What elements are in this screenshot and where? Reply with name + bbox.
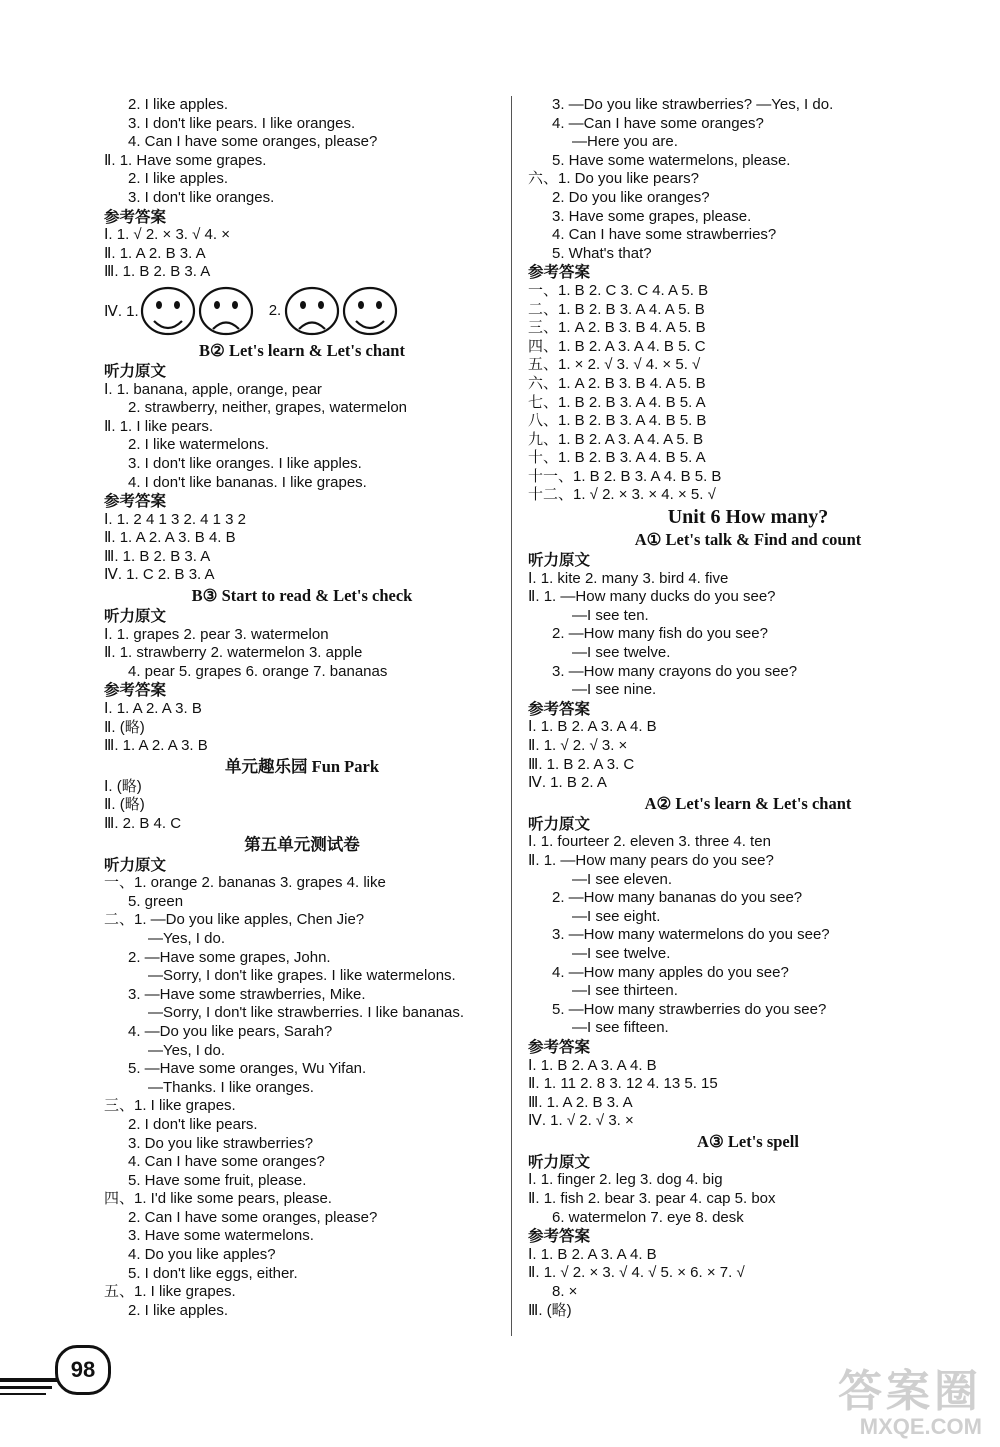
- text-line: 3. I don't like oranges.: [128, 188, 275, 206]
- text-line: 5. What's that?: [552, 244, 652, 262]
- answer-heading: 参考答案: [528, 1227, 591, 1246]
- text-line: 3. Have some watermelons.: [128, 1227, 314, 1245]
- text-line: 4. —How many apples do you see?: [552, 963, 789, 981]
- text-line: 一、1. B 2. C 3. C 4. A 5. B: [528, 281, 709, 299]
- text-line: 3. —How many watermelons do you see?: [552, 926, 830, 944]
- text-line: 2. Can I have some oranges, please?: [128, 1208, 378, 1226]
- text-line: 4. —Can I have some oranges?: [552, 114, 764, 132]
- text-line: 5. —Have some oranges, Wu Yifan.: [128, 1060, 367, 1078]
- text-line: Ⅰ. 1. 2 4 1 3 2. 4 1 3 2: [104, 510, 247, 528]
- text-line: Ⅲ. 1. A 2. B 3. A: [528, 1093, 633, 1111]
- text-line: Ⅳ. 1. √ 2. √ 3. ×: [528, 1112, 634, 1130]
- text-line: 5. —How many strawberries do you see?: [552, 1000, 827, 1018]
- text-line: Ⅱ. 1. A 2. B 3. A: [104, 244, 206, 262]
- text-line: 2. —How many fish do you see?: [552, 625, 768, 643]
- answer-heading: 听力原文: [528, 1152, 591, 1171]
- text-line: —Sorry, I don't like strawberries. I like bananas.: [148, 1004, 465, 1022]
- text-line: 九、1. B 2. A 3. A 4. A 5. B: [528, 430, 704, 448]
- text-line: 2. I like apples.: [128, 96, 229, 113]
- section-title: 第五单元测试卷: [244, 834, 360, 854]
- text-line: 十、1. B 2. B 3. A 4. B 5. A: [528, 449, 706, 467]
- text-line: 4. Do you like apples?: [128, 1246, 276, 1264]
- text-line: Ⅳ. 1. C 2. B 3. A: [104, 566, 215, 584]
- text-line: 2. I like apples.: [128, 170, 229, 188]
- text-line: —I see nine.: [572, 681, 657, 699]
- watermark: [838, 1369, 982, 1439]
- text-line: Ⅰ. 1. √ 2. × 3. √ 4. ×: [104, 226, 230, 244]
- text-line: Ⅰ. (略): [104, 777, 142, 795]
- text-line: —I see twelve.: [572, 644, 671, 662]
- text-line: 3. I don't like pears. I like oranges.: [128, 114, 356, 132]
- footer-bar: [0, 1378, 58, 1382]
- text-line: 五、1. I like grapes.: [104, 1283, 236, 1301]
- text-line: Ⅱ. 1. √ 2. √ 3. ×: [528, 737, 628, 754]
- text-line: 七、1. B 2. B 3. A 4. B 5. A: [528, 393, 706, 411]
- text-line: 5. green: [128, 892, 184, 910]
- text-line: 2. I don't like pears.: [128, 1115, 258, 1133]
- text-line: Ⅱ. 1. I like pears.: [104, 417, 214, 435]
- text-line: —I see ten.: [572, 606, 649, 624]
- text-line: Ⅱ. 1. —How many ducks do you see?: [528, 588, 776, 606]
- text-line: 2. Do you like oranges?: [552, 188, 710, 206]
- faces-label: Ⅳ. 1.: [104, 302, 139, 320]
- text-line: Ⅱ. 1. √ 2. × 3. √ 4. √ 5. × 6. × 7. √: [528, 1264, 745, 1282]
- text-line: 4. Can I have some strawberries?: [552, 226, 777, 244]
- text-line: Ⅲ. (略): [528, 1301, 572, 1319]
- text-line: 三、1. I like grapes.: [104, 1097, 236, 1115]
- column-divider: [511, 96, 512, 1336]
- answer-heading: 参考答案: [528, 699, 591, 718]
- text-line: Ⅰ. 1. B 2. A 3. A 4. B: [528, 1245, 657, 1263]
- text-line: 五、1. × 2. √ 3. √ 4. × 5. √: [528, 356, 701, 374]
- text-line: 四、1. I'd like some pears, please.: [104, 1190, 332, 1208]
- text-line: Ⅱ. 1. Have some grapes.: [104, 151, 267, 169]
- page-number: 98: [55, 1345, 111, 1395]
- text-line: 3. Have some grapes, please.: [552, 207, 752, 225]
- text-line: —I see fifteen.: [572, 1019, 669, 1037]
- section-title: 单元趣乐园 Fun Park: [224, 756, 379, 776]
- text-line: —I see twelve.: [572, 944, 671, 962]
- text-line: 5. Have some watermelons, please.: [552, 151, 791, 169]
- right-column: [528, 96, 968, 1320]
- text-line: Ⅳ. 1. B 2. A: [528, 774, 607, 792]
- answer-heading: 参考答案: [104, 681, 167, 700]
- answer-heading: 参考答案: [528, 263, 591, 282]
- text-line: 5. Have some fruit, please.: [128, 1171, 307, 1189]
- answer-heading: 参考答案: [104, 492, 167, 511]
- text-line: 4. I don't like bananas. I like grapes.: [128, 473, 367, 491]
- text-line: 4. pear 5. grapes 6. orange 7. bananas: [128, 662, 388, 680]
- answer-heading: 听力原文: [528, 551, 591, 570]
- answer-heading: 参考答案: [528, 1037, 591, 1056]
- watermark-url: MXQE.COM: [859, 1414, 982, 1439]
- answer-heading: 听力原文: [528, 814, 591, 833]
- text-line: —Yes, I do.: [148, 929, 225, 947]
- sad-face-icon: [283, 285, 341, 337]
- text-line: Ⅰ. 1. fourteer 2. eleven 3. three 4. ten: [528, 833, 771, 851]
- text-line: Ⅲ. 2. B 4. C: [104, 815, 182, 832]
- text-line: 三、1. A 2. B 3. B 4. A 5. B: [528, 319, 706, 337]
- faces-row: [104, 282, 500, 340]
- happy-face-icon: [341, 285, 399, 337]
- text-line: 2. —Have some grapes, John.: [128, 948, 331, 966]
- text-line: Ⅰ. 1. A 2. A 3. B: [104, 700, 202, 718]
- faces-label: 2.: [268, 302, 282, 320]
- text-line: 5. I don't like eggs, either.: [128, 1264, 298, 1282]
- footer-bar: [0, 1386, 52, 1389]
- happy-face-icon: [139, 285, 197, 337]
- text-line: Ⅱ. (略): [104, 796, 145, 814]
- text-line: —Thanks. I like oranges.: [148, 1078, 314, 1096]
- text-line: 六、1. A 2. B 3. B 4. A 5. B: [528, 374, 706, 392]
- text-line: 四、1. B 2. A 3. A 4. B 5. C: [528, 337, 706, 355]
- text-line: —Yes, I do.: [148, 1041, 225, 1059]
- text-line: Ⅱ. 1. A 2. A 3. B 4. B: [104, 529, 236, 547]
- text-line: Ⅲ. 1. A 2. A 3. B: [104, 737, 208, 755]
- answer-heading: 听力原文: [104, 361, 167, 380]
- text-line: Ⅱ. 1. 11 2. 8 3. 12 4. 13 5. 15: [528, 1075, 718, 1093]
- text-line: Ⅱ. (略): [104, 718, 145, 736]
- text-line: —I see eleven.: [572, 870, 673, 888]
- text-line: Ⅰ. 1. kite 2. many 3. bird 4. five: [528, 569, 729, 587]
- text-line: 3. Do you like strawberries?: [128, 1134, 314, 1152]
- text-line: —Here you are.: [572, 133, 678, 151]
- text-line: Ⅱ. 1. fish 2. bear 3. pear 4. cap 5. box: [528, 1190, 776, 1208]
- text-line: Ⅲ. 1. B 2. B 3. A: [104, 547, 211, 565]
- text-line: —Sorry, I don't like grapes. I like watermelons.: [148, 967, 456, 985]
- text-line: 二、1. B 2. B 3. A 4. A 5. B: [528, 300, 705, 318]
- text-line: Ⅰ. 1. B 2. A 3. A 4. B: [528, 1056, 657, 1074]
- text-line: 十二、1. √ 2. × 3. × 4. × 5. √: [528, 486, 716, 504]
- section-title: A② Let's learn & Let's chant: [644, 793, 852, 813]
- text-line: Ⅱ. 1. strawberry 2. watermelon 3. apple: [104, 644, 363, 662]
- footer-bar: [0, 1393, 46, 1395]
- text-line: 4. Can I have some oranges?: [128, 1153, 325, 1171]
- text-line: 十一、1. B 2. B 3. A 4. B 5. B: [528, 467, 722, 485]
- text-line: 8. ×: [552, 1283, 578, 1301]
- text-line: 二、1. —Do you like apples, Chen Jie?: [104, 911, 365, 929]
- text-line: 3. —Have some strawberries, Mike.: [128, 985, 366, 1003]
- section-title: A① Let's talk & Find and count: [634, 530, 862, 550]
- text-line: Ⅰ. 1. grapes 2. pear 3. watermelon: [104, 625, 329, 643]
- text-line: 2. I like apples.: [128, 1301, 229, 1319]
- text-line: 一、1. orange 2. bananas 3. grapes 4. like: [104, 874, 386, 892]
- text-line: 六、1. Do you like pears?: [528, 170, 699, 188]
- text-line: 2. I like watermelons.: [128, 436, 269, 454]
- text-line: Ⅰ. 1. banana, apple, orange, pear: [104, 380, 322, 398]
- text-line: 2. strawberry, neither, grapes, watermelon: [128, 399, 408, 417]
- text-line: 3. I don't like oranges. I like apples.: [128, 454, 362, 472]
- text-line: 2. —How many bananas do you see?: [552, 889, 803, 907]
- text-line: 3. —Do you like strawberries? —Yes, I do.: [552, 96, 834, 113]
- section-title: B③ Start to read & Let's check: [191, 586, 413, 606]
- answer-heading: 听力原文: [104, 855, 167, 874]
- unit-title: Unit 6 How many?: [667, 506, 829, 529]
- answer-heading: 听力原文: [104, 607, 167, 626]
- text-line: Ⅲ. 1. B 2. A 3. C: [528, 755, 635, 773]
- text-line: 4. Can I have some oranges, please?: [128, 133, 378, 151]
- text-line: Ⅰ. 1. finger 2. leg 3. dog 4. big: [528, 1171, 723, 1189]
- sad-face-icon: [197, 285, 255, 337]
- text-line: 6. watermelon 7. eye 8. desk: [552, 1208, 744, 1226]
- text-line: 3. —How many crayons do you see?: [552, 662, 798, 680]
- text-line: 八、1. B 2. B 3. A 4. B 5. B: [528, 412, 707, 430]
- watermark-logo-text: 答案圈: [838, 1367, 982, 1416]
- text-line: —I see eight.: [572, 907, 661, 925]
- answer-heading: 参考答案: [104, 207, 167, 226]
- text-line: 4. —Do you like pears, Sarah?: [128, 1022, 333, 1040]
- text-line: Ⅰ. 1. B 2. A 3. A 4. B: [528, 718, 657, 736]
- section-title: A③ Let's spell: [697, 1131, 799, 1151]
- text-line: Ⅲ. 1. B 2. B 3. A: [104, 263, 211, 281]
- section-title: B② Let's learn & Let's chant: [199, 340, 405, 360]
- left-column: [104, 96, 500, 1320]
- text-line: —I see thirteen.: [572, 982, 678, 1000]
- text-line: Ⅱ. 1. —How many pears do you see?: [528, 851, 774, 869]
